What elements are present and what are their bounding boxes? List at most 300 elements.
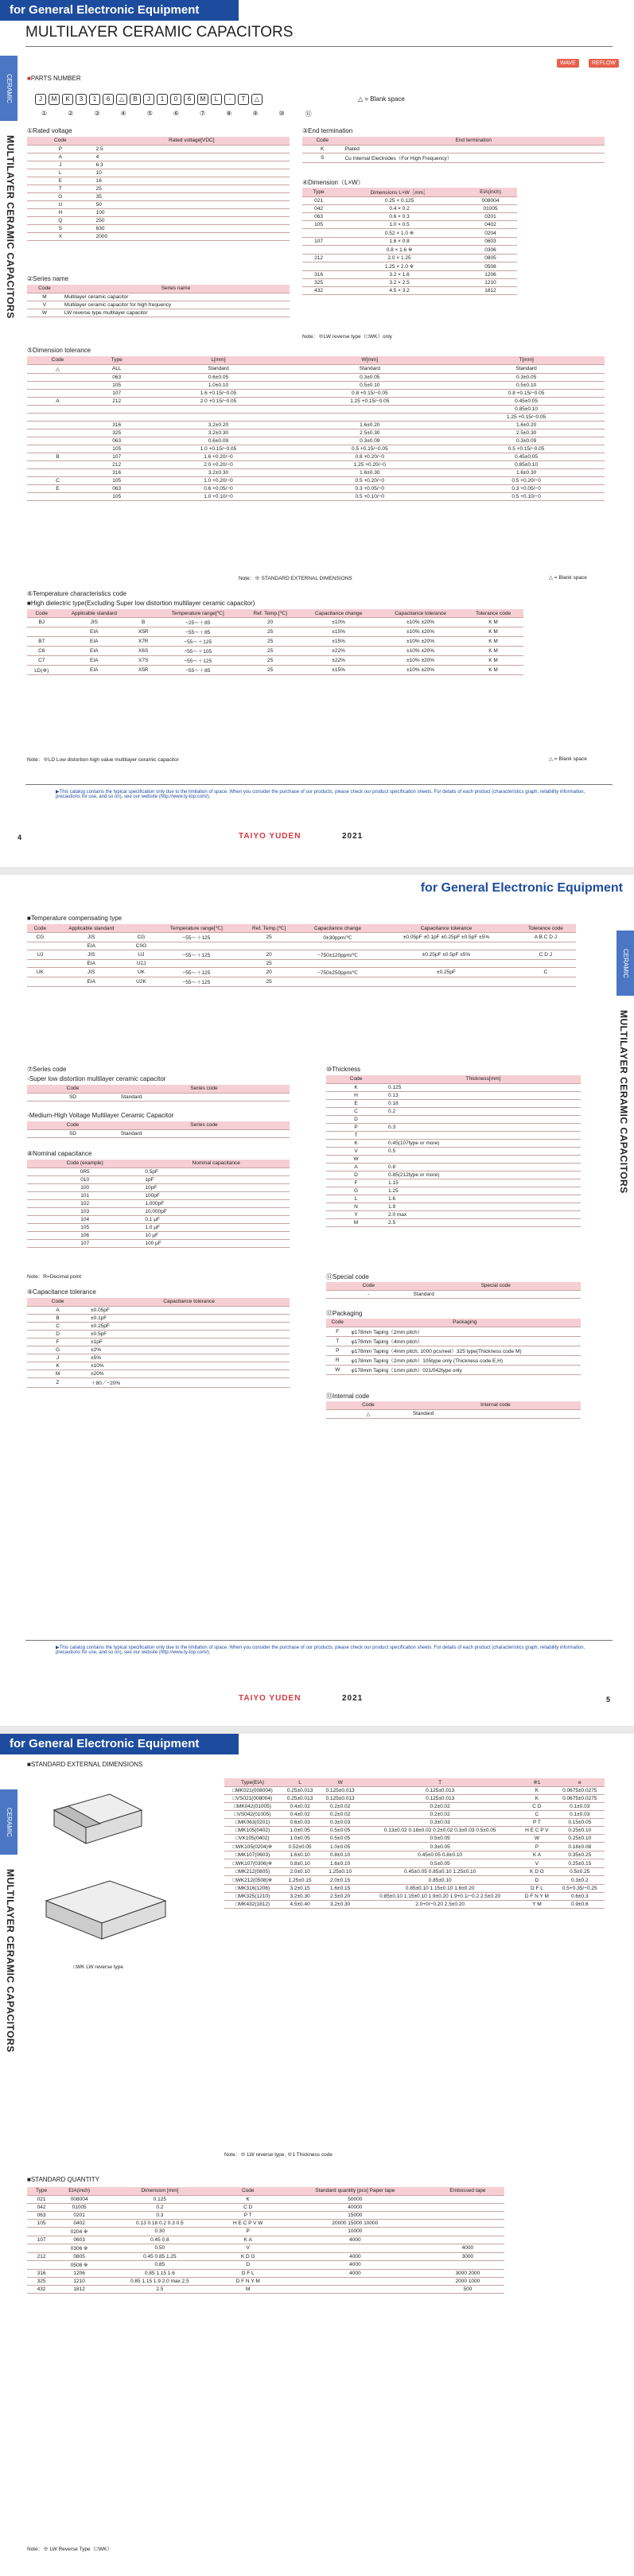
table-cell: K M: [463, 647, 523, 656]
table-cell: 3.2 × 1.6: [335, 271, 464, 279]
table-cell: Plated: [342, 145, 605, 153]
pn-index: ⑥: [173, 110, 180, 117]
table-row: [27, 1330, 290, 1338]
table-cell: 0.5±0.05: [319, 1827, 361, 1835]
table-cell: 0.8±0.10: [319, 1851, 361, 1859]
table-row: [27, 1346, 290, 1354]
table-header: [326, 1075, 581, 1083]
table-header: [27, 1160, 290, 1168]
table-cell: [291, 405, 448, 413]
table-cell: 3.2±0.30: [146, 468, 292, 476]
table-row: [27, 476, 605, 484]
header-bar: for General Electronic Equipment: [371, 878, 634, 899]
table-cell: 1.9: [386, 1203, 581, 1210]
table-cell: K D G: [519, 1868, 554, 1876]
column-header: Code: [27, 356, 88, 364]
table-cell: CG: [27, 933, 53, 942]
table-cell: △: [27, 364, 88, 373]
table-cell: 0.5±0.05: [361, 1859, 519, 1868]
table-cell: A: [27, 397, 88, 405]
table-cell: EIA: [53, 977, 130, 987]
table-cell: 0.3±0.09: [291, 437, 448, 445]
table-cell: EIA: [53, 960, 130, 968]
table-cell: ±10% ±20%: [378, 637, 463, 647]
table-cell: D F N Y M: [519, 1893, 554, 1901]
table-cell: 25: [241, 666, 299, 675]
page-title: MULTILAYER CERAMIC CAPACITORS: [25, 24, 294, 41]
footer-note: ▶This catalog contains the typical specification only due to the limitation of space. When you consider the purchase of our products, please check our product specification sheets. For details of each product (characteristics graph, reliability information, precautions for use, and so on), see our website (http://www.ty-top.com/).: [56, 1645, 585, 1655]
table-cell: 0.9±0.6: [555, 1901, 605, 1909]
table-cell: 1.0±0.05: [319, 1843, 361, 1851]
column-header: Capacitance change: [299, 609, 378, 618]
table-cell: 1.6 +0.20/−0: [146, 453, 292, 460]
table-row: [27, 405, 605, 413]
column-header: Code: [326, 1319, 349, 1327]
table-cell: W: [27, 309, 62, 317]
table-cell: 0.5 +0.15/−0.05: [291, 445, 448, 453]
column-header: ※1: [519, 1778, 554, 1787]
table-cell: UJ: [130, 950, 153, 960]
table-row: [27, 177, 290, 185]
table-cell: 0.2±0.02: [361, 1803, 519, 1811]
table-cell: UJ: [27, 950, 53, 960]
table-cell: 0.3: [386, 1123, 581, 1131]
table-row: [27, 1239, 290, 1247]
catalog-page-5: [0, 875, 634, 1726]
table-row: [27, 637, 523, 647]
column-header: [130, 924, 153, 933]
table-cell: 100 μF: [142, 1239, 290, 1247]
table-cell: −55〜＋105: [154, 647, 241, 656]
table-cell: P T: [519, 1819, 554, 1827]
table-cell: 0.18±0.08: [555, 1843, 605, 1851]
table-cell: 100pF: [142, 1191, 290, 1199]
table-row: [326, 1163, 581, 1171]
table-cell: ±10% ±20%: [378, 666, 463, 675]
table-cell: ±0.25pF ±0.5pF ±5%: [377, 950, 515, 960]
table-cell: 063: [88, 437, 146, 445]
cap-tol-table: [27, 1298, 290, 1388]
table-row: [27, 2285, 504, 2293]
table-row: [224, 1827, 605, 1835]
table-header: [224, 1778, 605, 1787]
table-row: [302, 153, 605, 162]
table-cell: 0.25±0.10: [555, 1827, 605, 1835]
table-cell: −55〜＋125: [153, 977, 239, 987]
pn-char: -: [224, 94, 235, 105]
table-cell: 10pF: [142, 1183, 290, 1191]
pn-char: 6: [103, 94, 114, 105]
table-cell: JIS: [53, 950, 130, 960]
table-cell: 105: [27, 1223, 142, 1231]
table-cell: 0.6±0.05: [146, 373, 292, 381]
table-cell: C: [27, 1322, 88, 1330]
pn-char: M: [49, 94, 60, 105]
table-cell: [27, 373, 88, 381]
table-header: [27, 609, 523, 618]
table-cell: 0.13±0.02 0.18±0.02 0.2±0.02 0.3±0.03 0.5±0.05: [361, 1827, 519, 1835]
table-cell: EIA: [56, 627, 132, 637]
table-cell: 316: [302, 271, 335, 279]
table-cell: 4000: [279, 2252, 431, 2260]
table-cell: M: [27, 1370, 88, 1377]
table-row: [326, 1083, 581, 1091]
table-cell: [239, 942, 298, 950]
table-cell: 0.25±0.10: [555, 1835, 605, 1843]
table-row: [27, 153, 290, 161]
table-row: [27, 2219, 504, 2227]
table-cell: 2.5: [386, 1218, 581, 1226]
table-cell: EIA: [53, 942, 130, 950]
table-cell: 0.3±0.05: [361, 1843, 519, 1851]
table-cell: 325: [88, 429, 146, 437]
table-cell: J: [27, 161, 94, 169]
table-cell: 0.125±0.013: [361, 1795, 519, 1803]
table-cell: 1,000pF: [142, 1199, 290, 1207]
table-cell: 432: [27, 2285, 56, 2293]
column-header: Rated voltage[VDC]: [94, 137, 290, 145]
table-cell: [302, 262, 335, 271]
table-row: [326, 1147, 581, 1155]
table-cell: 0.3 +0.05/−0: [291, 484, 448, 492]
table-cell: 1.25: [386, 1187, 581, 1195]
column-header: Type: [302, 188, 335, 197]
table-cell: 0.8 +0.15/−0.05: [448, 389, 605, 397]
table-row: [224, 1893, 605, 1901]
temp-char-subtitle: ■High dielectric type(Excluding Super low distortion multilayer ceramic capacitor): [27, 600, 255, 607]
table-cell: 0.85±0.10: [448, 405, 605, 413]
table-cell: 1.25±0.10: [319, 1868, 361, 1876]
side-title: MULTILAYER CERAMIC CAPACITORS: [5, 135, 16, 319]
table-row: [326, 1346, 581, 1355]
table-cell: □MK105(0402): [224, 1827, 281, 1835]
table-header: [326, 1282, 581, 1290]
table-cell: [302, 229, 335, 238]
table-cell: Cu Internal Electrodes（For High Frequency）: [342, 153, 605, 162]
table-cell: D F L: [519, 1885, 554, 1893]
table-cell: 4.5±0.40: [281, 1901, 319, 1909]
table-cell: 021: [27, 2195, 56, 2203]
table-cell: Y: [326, 1210, 386, 1218]
table-row: [224, 1811, 605, 1819]
table-cell: 010: [27, 1175, 142, 1183]
table-cell: [27, 381, 88, 389]
table-cell: 1.0 +0.15/−0.05: [146, 445, 292, 453]
column-header: Thickness[mm]: [386, 1075, 581, 1083]
pn-char: 1: [157, 94, 168, 105]
column-header: Temperature range[℃]: [153, 924, 239, 933]
table-cell: 0.45 0.85 1.25: [103, 2252, 217, 2260]
column-header: Code: [27, 924, 53, 933]
table-row: [224, 1876, 605, 1885]
table-cell: D: [326, 1115, 386, 1123]
table-cell: 10 μF: [142, 1231, 290, 1239]
table-cell: V: [27, 301, 62, 309]
table-cell: 105: [27, 2219, 56, 2227]
table-cell: H E C P V: [519, 1827, 554, 1835]
series-code-title: ⑦Series code: [27, 1066, 67, 1073]
table-row: [27, 224, 290, 232]
table-cell: 10000: [279, 2227, 431, 2236]
table-cell: [27, 2244, 56, 2252]
table-row: [326, 1336, 581, 1346]
table-cell: 101: [27, 1191, 142, 1199]
table-cell: 0.8: [386, 1163, 581, 1171]
table-cell: 107: [88, 453, 146, 460]
wave-badge: WAVE: [557, 59, 579, 68]
table-row: [27, 1183, 290, 1191]
column-header: Embossed tape: [431, 2187, 504, 2195]
table-cell: 0.2±0.02: [361, 1811, 519, 1819]
table-cell: 25: [239, 933, 298, 942]
table-cell: C: [27, 476, 88, 484]
table-cell: 1.6±0.30: [291, 468, 448, 476]
table-row: [27, 1215, 290, 1223]
table-header: [27, 1085, 290, 1093]
table-cell: [377, 942, 515, 950]
table-cell: [431, 2260, 504, 2269]
table-cell: K: [217, 2195, 279, 2203]
column-header: Tolerance code: [463, 609, 523, 618]
category-tab[interactable]: CERAMIC: [0, 1789, 18, 1855]
table-cell: 0.8 +0.15/−0.05: [291, 389, 448, 397]
column-header: Series name: [62, 285, 290, 293]
dimension-tolerance-note: Note：※ STANDARD EXTERNAL DIMENSIONS: [239, 576, 352, 581]
table-cell: P: [326, 1123, 386, 1131]
table-cell: B7: [27, 637, 56, 647]
table-cell: Z: [27, 1377, 88, 1387]
table-cell: 20: [239, 968, 298, 977]
blank-space-note: △ = Blank space: [358, 95, 405, 103]
table-cell: 107: [27, 1239, 142, 1247]
table-cell: E: [326, 1099, 386, 1107]
column-header: Type: [27, 2187, 56, 2195]
table-cell: UK: [130, 968, 153, 977]
table-row: [302, 229, 517, 238]
table-cell: K A: [217, 2236, 279, 2244]
table-cell: 1.6±0.20: [448, 421, 605, 429]
table-cell: [27, 942, 53, 950]
column-header: Tolerance code: [515, 924, 576, 933]
table-row: [326, 1218, 581, 1226]
ext-dim-note: Note：※ LW reverse type, ※1 Thickness code: [224, 2152, 333, 2158]
table-cell: 2000 1000: [431, 2277, 504, 2285]
table-cell: V: [217, 2244, 279, 2252]
table-cell: K A: [519, 1851, 554, 1859]
table-cell: 0805: [464, 254, 517, 262]
table-cell: 0.25±0.15: [555, 1859, 605, 1868]
brand-logo: TAIYO YUDEN: [239, 1694, 301, 1703]
table-row: [27, 1199, 290, 1207]
table-cell: ±10% ±20%: [378, 618, 463, 627]
table-row: [326, 1203, 581, 1210]
table-cell: 1.6: [386, 1195, 581, 1203]
table-row: [302, 205, 517, 213]
table-cell: S: [27, 224, 94, 232]
table-cell: 0508: [464, 262, 517, 271]
table-cell: SD: [27, 1129, 119, 1137]
table-cell: [298, 942, 377, 950]
table-cell: [431, 2203, 504, 2211]
table-cell: N: [326, 1203, 386, 1210]
pn-index: ⑨: [252, 110, 259, 117]
temp-char-blank: △ = Blank space: [549, 756, 587, 762]
table-cell: EIA: [56, 637, 132, 647]
table-cell: 2.5: [94, 145, 290, 153]
table-cell: P: [519, 1843, 554, 1851]
table-cell: E: [27, 177, 94, 185]
table-row: [27, 216, 290, 224]
table-cell: 10: [94, 169, 290, 177]
table-cell: 1.0±0.05: [281, 1835, 319, 1843]
table-cell: 0.85: [103, 2260, 217, 2269]
series-code-subtitle2: ◦Medium-High Voltage Multilayer Ceramic Capacitor: [27, 1112, 174, 1119]
table-cell: 0.45±0.05: [448, 453, 605, 460]
pn-char: L: [211, 94, 222, 105]
table-cell: 0.85±0.10 1.15±0.10 1.9±0.20 1.9+0.1/−0.2 2.5±0.20: [361, 1893, 519, 1901]
table-cell: ±0.05pF: [88, 1306, 290, 1314]
table-cell: 0.125: [386, 1083, 581, 1091]
table-row: [27, 445, 605, 453]
table-cell: W: [326, 1365, 349, 1374]
table-cell: 432: [302, 287, 335, 295]
table-cell: Multilayer ceramic capacitor: [62, 293, 290, 301]
table-cell: 1.0±0.05: [281, 1827, 319, 1835]
table-cell: R: [326, 1355, 349, 1365]
table-cell: 0.8±0.10: [281, 1859, 319, 1868]
table-cell: 1206: [56, 2269, 103, 2277]
table-cell: 0.5 +0.20/−0: [448, 476, 605, 484]
table-cell: V: [326, 1147, 386, 1155]
table-cell: ±15%: [299, 666, 378, 675]
dimension-tolerance-title: ⑤Dimension tolerance: [27, 347, 91, 354]
pn-index: ⑦: [200, 110, 206, 117]
table-cell: 0.52 × 1.0 ※: [335, 229, 464, 238]
table-cell: C: [519, 1811, 554, 1819]
column-header: Code: [217, 2187, 279, 2195]
table-row: [27, 1093, 290, 1101]
column-header: Ref. Temp.[℃]: [239, 924, 298, 933]
table-row: [27, 293, 290, 301]
table-cell: 1812: [464, 287, 517, 295]
table-cell: E: [27, 484, 88, 492]
table-cell: -: [326, 1290, 410, 1298]
table-cell: 0.6±0.09: [146, 437, 292, 445]
table-cell: [27, 437, 88, 445]
table-cell: ±10%: [88, 1362, 290, 1370]
table-cell: [279, 2277, 431, 2285]
table-cell: [27, 627, 56, 637]
table-cell: 0402: [464, 221, 517, 229]
table-row: [27, 933, 576, 942]
table-cell: 0.85(212type or more): [386, 1171, 581, 1179]
table-header: [27, 1121, 290, 1129]
table-cell: 25: [239, 960, 298, 968]
category-tab[interactable]: CERAMIC: [0, 56, 18, 121]
table-cell: □MK021(008004): [224, 1787, 281, 1795]
table-row: [302, 213, 517, 221]
table-cell: [27, 960, 53, 968]
table-cell: 042: [302, 205, 335, 213]
table-cell: 0805: [56, 2252, 103, 2260]
column-header: Internal code: [410, 1401, 581, 1409]
table-row: [302, 254, 517, 262]
table-cell: X: [27, 232, 94, 240]
table-row: [326, 1355, 581, 1365]
table-cell: G: [27, 192, 94, 200]
table-cell: 0.85±0.10: [448, 460, 605, 468]
table-cell: T: [27, 185, 94, 192]
table-cell: 1.25 +0.20/−0: [291, 460, 448, 468]
pn-char: T: [238, 94, 249, 105]
table-cell: 0.2: [103, 2203, 217, 2211]
table-cell: [386, 1115, 581, 1123]
series-title: ②Series name: [27, 275, 69, 282]
table-cell: K M: [463, 656, 523, 666]
table-cell: K D G: [217, 2252, 279, 2260]
table-row: [27, 2195, 504, 2203]
table-row: [27, 1129, 290, 1137]
table-cell: 0.4 × 0.2: [335, 205, 464, 213]
table-cell: 063: [88, 373, 146, 381]
table-cell: ±0.25pF: [377, 968, 515, 977]
table-cell: ±1pF: [88, 1338, 290, 1346]
table-cell: □VK105(0402): [224, 1835, 281, 1843]
column-header: Code: [27, 1298, 88, 1306]
table-row: [326, 1091, 581, 1099]
temp-char-title: ⑥Temperature characteristics code: [27, 590, 126, 597]
table-cell: [291, 413, 448, 421]
table-cell: P T: [217, 2211, 279, 2219]
category-tab[interactable]: CERAMIC CAPACITORS: [616, 931, 634, 996]
table-row: [224, 1819, 605, 1827]
table-cell: 105: [88, 445, 146, 453]
table-row: [326, 1210, 581, 1218]
table-cell: [27, 460, 88, 468]
column-header: Code: [326, 1075, 386, 1083]
table-row: [224, 1868, 605, 1876]
table-row: [27, 429, 605, 437]
table-row: [326, 1139, 581, 1147]
pn-index: ③: [94, 110, 100, 117]
table-cell: −55〜＋125: [153, 950, 239, 960]
table-row: [326, 1155, 581, 1163]
column-header: [132, 609, 154, 618]
table-cell: 0.1±0.03: [555, 1803, 605, 1811]
capacitor-diagram-1: [38, 1778, 158, 1850]
table-row: [27, 1322, 290, 1330]
table-cell: ±10% ±20%: [378, 647, 463, 656]
table-header: [27, 2187, 504, 2195]
table-row: [302, 271, 517, 279]
table-cell: 25: [94, 185, 290, 192]
column-header: Special code: [410, 1282, 581, 1290]
table-cell: 1812: [56, 2285, 103, 2293]
table-cell: B: [27, 453, 88, 460]
table-cell: 1.0 +0.10/−0: [146, 492, 292, 500]
table-row: [27, 1191, 290, 1199]
table-cell: [146, 405, 292, 413]
table-cell: 500: [431, 2285, 504, 2293]
column-header: Ref. Temp.[℃]: [241, 609, 299, 618]
pn-char: M: [197, 94, 208, 105]
table-row: [326, 1171, 581, 1179]
table-cell: 107: [27, 2236, 56, 2244]
page-number: 4: [18, 833, 22, 841]
table-cell: C7: [27, 656, 56, 666]
table-cell: P: [326, 1346, 349, 1355]
table-cell: 25: [241, 647, 299, 656]
